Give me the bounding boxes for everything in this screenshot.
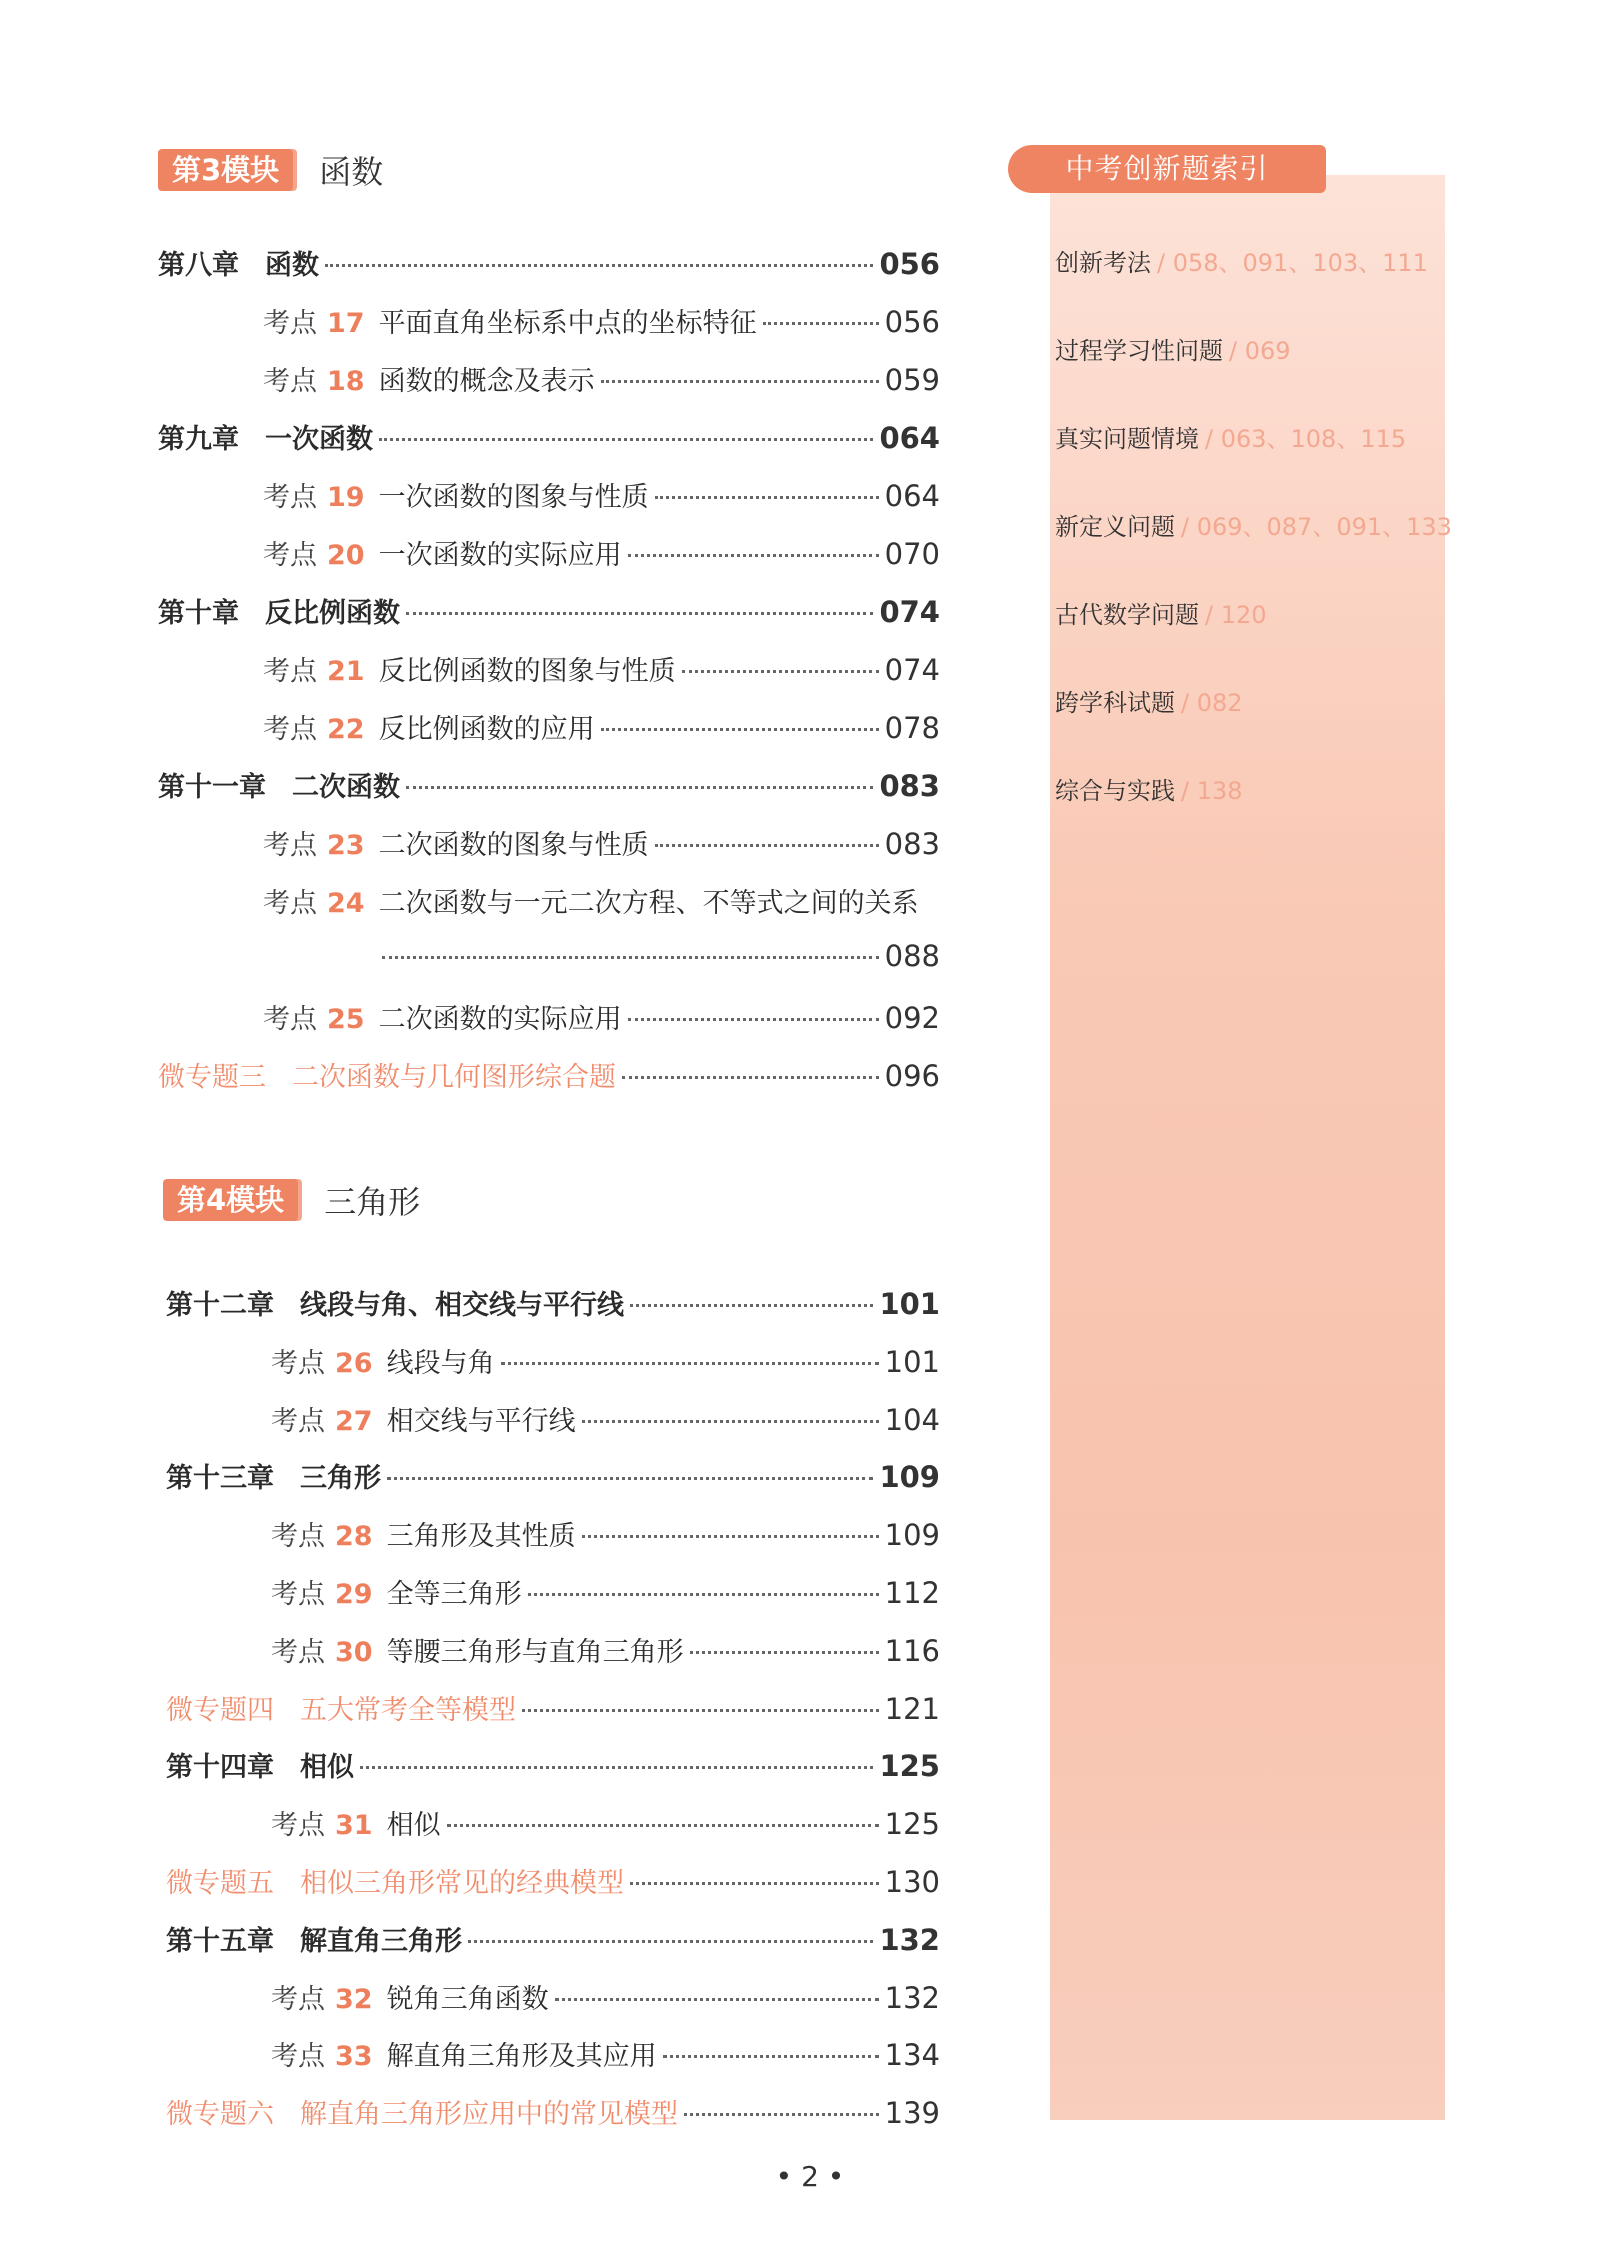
chapter-number: 第十四章 <box>166 1752 274 1784</box>
toc-chapter-row[interactable] <box>158 591 940 631</box>
keypoint-title: 线段与角 <box>386 1347 495 1379</box>
module-title: 函数 <box>319 153 384 191</box>
toc-keypoint-row[interactable] <box>271 1977 940 2017</box>
page-ref: 139 <box>884 2096 940 2131</box>
chapter-title: 解直角三角形 <box>300 1925 462 1957</box>
toc-keypoint-row[interactable] <box>271 1572 940 1612</box>
keypoint-label: 考点 <box>263 714 317 745</box>
page-ref: 088 <box>884 939 940 973</box>
keypoint-number: 33 <box>335 2041 373 2073</box>
page-ref: 074 <box>879 595 940 629</box>
toc-chapter-row[interactable] <box>166 1745 940 1785</box>
module-badge: 第4模块 <box>163 1179 298 1221</box>
module-title: 三角形 <box>324 1183 421 1221</box>
keypoint-title: 相似 <box>386 1810 441 1842</box>
leader-dots <box>684 2113 879 2116</box>
keypoint-label: 考点 <box>271 1579 325 1610</box>
page-ref: 056 <box>884 305 940 339</box>
keypoint-title: 三角形及其性质 <box>386 1521 576 1553</box>
keypoint-number: 28 <box>335 1521 373 1553</box>
toc-chapter-row[interactable] <box>158 765 940 805</box>
index-item-refs: / 058、091、103、111 <box>1157 249 1428 277</box>
index-item-label: 新定义问题 <box>1055 513 1175 541</box>
module-3-header <box>158 148 383 192</box>
page-ref: 092 <box>884 1001 940 1035</box>
toc-keypoint-row[interactable] <box>271 2034 940 2074</box>
keypoint-title: 等腰三角形与直角三角形 <box>386 1636 684 1668</box>
keypoint-title: 反比例函数的应用 <box>378 714 595 745</box>
index-item[interactable] <box>1055 683 1243 718</box>
keypoint-label: 考点 <box>271 1810 325 1842</box>
keypoint-title: 函数的概念及表示 <box>378 366 595 397</box>
leader-dots <box>763 322 879 325</box>
keypoint-title: 全等三角形 <box>386 1579 522 1610</box>
toc-keypoint-row[interactable] <box>271 1514 940 1554</box>
index-item-refs: / 138 <box>1181 777 1243 805</box>
keypoint-label: 考点 <box>263 540 317 571</box>
leader-dots <box>628 1018 879 1021</box>
leader-dots <box>630 1882 879 1885</box>
index-item-refs: / 082 <box>1181 689 1243 717</box>
index-item[interactable] <box>1055 595 1267 630</box>
toc-keypoint-row[interactable] <box>263 359 940 399</box>
toc-keypoint-row[interactable] <box>263 707 940 747</box>
toc-keypoint-row[interactable] <box>271 1399 940 1439</box>
toc-keypoint-row[interactable] <box>263 475 940 515</box>
page-ref: 132 <box>884 1980 940 2015</box>
page-ref: 130 <box>884 1865 940 1899</box>
chapter-number: 第八章 <box>158 250 239 281</box>
micro-topic-title: 相似三角形常见的经典模型 <box>300 1868 624 1899</box>
keypoint-label: 考点 <box>263 830 317 861</box>
chapter-number: 第十章 <box>158 598 239 629</box>
index-item-refs: / 069、087、091、133 <box>1181 513 1452 541</box>
keypoint-number: 19 <box>327 482 365 513</box>
toc-micro-topic-row[interactable] <box>166 1688 940 1728</box>
toc-micro-topic-row[interactable] <box>158 1055 940 1095</box>
leader-dots <box>582 1535 879 1538</box>
keypoint-number: 24 <box>327 888 365 919</box>
page-ref: 125 <box>884 1807 940 1842</box>
chapter-title: 三角形 <box>300 1463 381 1495</box>
page-ref: 101 <box>884 1344 940 1379</box>
page-ref: 056 <box>879 247 940 281</box>
toc-chapter-row[interactable] <box>166 1283 940 1323</box>
index-item-label: 真实问题情境 <box>1055 425 1199 453</box>
keypoint-number: 21 <box>327 656 365 687</box>
toc-keypoint-row[interactable] <box>376 939 940 979</box>
chapter-title: 相似 <box>300 1752 354 1784</box>
toc-chapter-row[interactable] <box>166 1919 940 1959</box>
index-item[interactable] <box>1055 243 1428 278</box>
module-4-header <box>163 1178 420 1222</box>
leader-dots <box>325 264 873 267</box>
keypoint-number: 20 <box>327 540 365 571</box>
keypoint-number: 18 <box>327 366 365 397</box>
page-ref: 112 <box>884 1576 940 1610</box>
toc-chapter-row[interactable] <box>158 417 940 457</box>
leader-dots <box>628 554 879 557</box>
page-number: • 2 • <box>775 2160 845 2193</box>
page-ref: 134 <box>884 2038 940 2073</box>
micro-topic-number: 微专题三 <box>158 1062 266 1093</box>
keypoint-label: 考点 <box>271 1405 325 1437</box>
keypoint-title: 一次函数的实际应用 <box>378 540 622 571</box>
leader-dots <box>501 1362 879 1365</box>
page-ref: 132 <box>879 1922 940 1957</box>
chapter-title: 函数 <box>265 250 319 281</box>
index-item-label: 过程学习性问题 <box>1055 337 1223 365</box>
keypoint-number: 32 <box>335 1983 373 2015</box>
page-ref: 064 <box>879 421 940 455</box>
module-badge: 第3模块 <box>158 149 293 191</box>
keypoint-label: 考点 <box>263 482 317 513</box>
toc-chapter-row[interactable] <box>166 1456 940 1496</box>
leader-dots <box>682 670 879 673</box>
toc-keypoint-row[interactable] <box>271 1803 940 1843</box>
keypoint-label: 考点 <box>263 308 317 339</box>
toc-keypoint-row[interactable] <box>263 823 940 863</box>
leader-dots <box>655 844 879 847</box>
keypoint-number: 29 <box>335 1579 373 1610</box>
micro-topic-title: 解直角三角形应用中的常见模型 <box>300 2099 678 2131</box>
chapter-number: 第十五章 <box>166 1925 274 1957</box>
keypoint-title: 平面直角坐标系中点的坐标特征 <box>378 308 757 339</box>
page-ref: 074 <box>884 653 940 687</box>
keypoint-title: 解直角三角形及其应用 <box>386 2041 657 2073</box>
micro-topic-number: 微专题六 <box>166 2099 274 2131</box>
leader-dots <box>528 1593 879 1596</box>
keypoint-label: 考点 <box>271 1636 325 1668</box>
toc-chapter-row[interactable] <box>158 243 940 283</box>
toc-micro-topic-row[interactable] <box>166 1861 940 1901</box>
leader-dots <box>379 438 873 441</box>
toc-keypoint-row[interactable] <box>263 649 940 689</box>
page-ref: 078 <box>884 711 940 745</box>
index-item[interactable] <box>1055 331 1291 366</box>
index-item-refs: / 063、108、115 <box>1205 425 1407 453</box>
page-ref: 109 <box>879 1460 940 1495</box>
page-ref: 101 <box>879 1287 940 1321</box>
toc-micro-topic-row[interactable] <box>166 2092 940 2132</box>
toc-keypoint-row[interactable] <box>263 997 940 1037</box>
leader-dots <box>690 1651 879 1654</box>
leader-dots <box>622 1076 879 1079</box>
micro-topic-number: 微专题四 <box>166 1694 274 1726</box>
chapter-number: 第九章 <box>158 424 239 455</box>
leader-dots <box>655 496 879 499</box>
page-ref: 104 <box>884 1402 940 1437</box>
keypoint-number: 25 <box>327 1004 365 1035</box>
keypoint-label: 考点 <box>263 656 317 687</box>
page-ref: 083 <box>879 769 940 803</box>
keypoint-title: 二次函数的图象与性质 <box>378 830 649 861</box>
leader-dots <box>382 956 879 959</box>
index-panel-title: 中考创新题索引 <box>1008 145 1326 193</box>
index-item-label: 综合与实践 <box>1055 777 1175 805</box>
leader-dots <box>555 1998 879 2001</box>
index-item-refs: / 069 <box>1229 337 1291 365</box>
keypoint-title: 锐角三角函数 <box>386 1983 549 2015</box>
toc-keypoint-row[interactable] <box>263 301 940 341</box>
index-item-label: 跨学科试题 <box>1055 689 1175 717</box>
keypoint-number: 23 <box>327 830 365 861</box>
index-panel-background <box>1050 175 1445 2120</box>
leader-dots <box>406 786 873 789</box>
keypoint-title: 相交线与平行线 <box>386 1405 576 1437</box>
toc-keypoint-row[interactable] <box>271 1341 940 1381</box>
micro-topic-title: 二次函数与几何图形综合题 <box>292 1062 616 1093</box>
index-item-label: 创新考法 <box>1055 249 1151 277</box>
page-ref: 096 <box>884 1059 940 1093</box>
chapter-number: 第十三章 <box>166 1463 274 1495</box>
leader-dots <box>601 728 879 731</box>
page-ref: 070 <box>884 537 940 571</box>
leader-dots <box>387 1477 873 1480</box>
chapter-title: 反比例函数 <box>265 598 400 629</box>
keypoint-number: 26 <box>335 1347 373 1379</box>
index-item[interactable] <box>1055 507 1452 542</box>
leader-dots <box>663 2055 879 2058</box>
keypoint-label: 考点 <box>263 888 317 919</box>
keypoint-label: 考点 <box>263 366 317 397</box>
index-item[interactable] <box>1055 771 1243 806</box>
chapter-number: 第十一章 <box>158 772 266 803</box>
micro-topic-title: 五大常考全等模型 <box>300 1694 516 1726</box>
leader-dots <box>406 612 873 615</box>
keypoint-label: 考点 <box>263 1004 317 1035</box>
keypoint-title: 二次函数的实际应用 <box>378 1004 622 1035</box>
keypoint-number: 17 <box>327 308 365 339</box>
page-ref: 083 <box>884 827 940 861</box>
keypoint-title: 一次函数的图象与性质 <box>378 482 649 513</box>
keypoint-number: 27 <box>335 1405 373 1437</box>
chapter-title: 线段与角、相交线与平行线 <box>300 1290 624 1321</box>
keypoint-title: 反比例函数的图象与性质 <box>378 656 676 687</box>
chapter-title: 一次函数 <box>265 424 373 455</box>
page-ref: 059 <box>884 363 940 397</box>
keypoint-number: 30 <box>335 1636 373 1668</box>
chapter-number: 第十二章 <box>166 1290 274 1321</box>
leader-dots <box>522 1709 879 1712</box>
keypoint-label: 考点 <box>271 2041 325 2073</box>
index-item[interactable] <box>1055 419 1406 454</box>
page-ref: 125 <box>879 1749 940 1784</box>
keypoint-title: 二次函数与一元二次方程、不等式之间的关系 <box>378 888 919 919</box>
keypoint-number: 31 <box>335 1810 373 1842</box>
leader-dots <box>447 1824 879 1827</box>
keypoint-label: 考点 <box>271 1521 325 1553</box>
leader-dots <box>582 1420 879 1423</box>
chapter-title: 二次函数 <box>292 772 400 803</box>
index-item-label: 古代数学问题 <box>1055 601 1199 629</box>
toc-keypoint-row[interactable] <box>271 1630 940 1670</box>
leader-dots <box>630 1304 873 1307</box>
leader-dots <box>468 1940 873 1943</box>
leader-dots <box>601 380 879 383</box>
index-item-refs: / 120 <box>1205 601 1267 629</box>
micro-topic-number: 微专题五 <box>166 1868 274 1899</box>
page-ref: 116 <box>884 1633 940 1668</box>
leader-dots <box>360 1766 873 1769</box>
toc-keypoint-row[interactable] <box>263 881 940 921</box>
page-ref: 064 <box>884 479 940 513</box>
page-ref: 121 <box>884 1691 940 1726</box>
keypoint-label: 考点 <box>271 1347 325 1379</box>
keypoint-label: 考点 <box>271 1983 325 2015</box>
page-ref: 109 <box>884 1518 940 1553</box>
keypoint-number: 22 <box>327 714 365 745</box>
toc-keypoint-row[interactable] <box>263 533 940 573</box>
